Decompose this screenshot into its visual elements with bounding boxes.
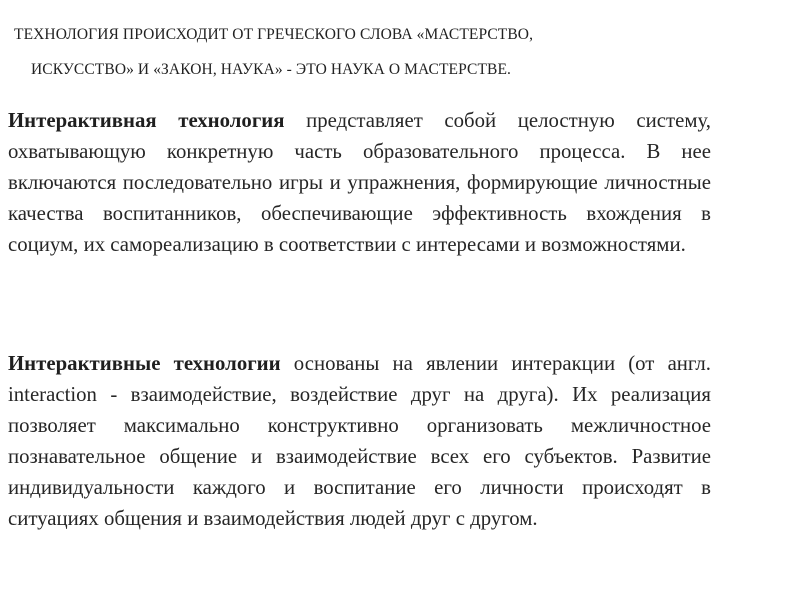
term-interactive-technology: Интерактивная технология — [8, 109, 285, 132]
paragraph-interactive-technology — [8, 106, 711, 261]
header-line-2: ИСКУССТВО» И «ЗАКОН, НАУКА» - ЭТО НАУКА О МАСТЕРСТВЕ. — [31, 61, 512, 78]
paragraph-1-text: представляет собой целостную систему, охватывающую конкретную часть образовательного процесса. В нее включаются последовательно игры и упражнения, формирующие личностные качества воспитанников, обеспечивающие эффективность вхождения в социум, их самореализацию в соответствии с интересами и возможностями. — [8, 109, 712, 256]
header-line-1: ТЕХНОЛОГИЯ ПРОИСХОДИТ ОТ ГРЕЧЕСКОГО СЛОВА «МАСТЕРСТВО, — [14, 26, 534, 43]
term-interactive-technologies: Интерактивные технологии — [8, 352, 281, 375]
paragraph-2-text: основаны на явлении интеракции (от англ. interaction - взаимодействие, воздействие друг на друга). Их реализация позволяет максимально конструктивно организовать межличностное познавательное общение и взаимодействие всех его субъектов. Развитие индивидуальности каждого и воспитание его личности происходят в ситуациях общения и взаимодействия людей друг с другом. — [8, 352, 711, 530]
paragraph-interactive-technologies — [8, 349, 711, 534]
